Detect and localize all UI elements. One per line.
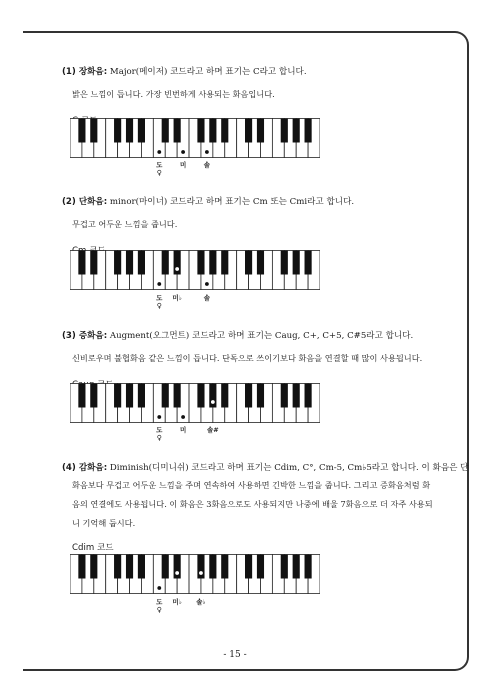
black-key — [305, 119, 312, 143]
black-key — [138, 251, 145, 275]
note-labels-cm — [70, 293, 320, 315]
note-label: 미 — [179, 161, 187, 169]
note-dot — [157, 282, 161, 286]
note-dot — [199, 571, 203, 575]
section-description: 신비로우며 불협화음 같은 느낌이 듭니다. 단독으로 쓰이기보다 화음을 연결할 때 많이 사용됩니다. — [72, 353, 423, 363]
black-key — [257, 119, 264, 143]
note-labels-c — [70, 160, 320, 182]
black-key — [90, 384, 97, 408]
description-line: 니 기억해 둡시다. — [72, 518, 136, 528]
note-label: 도 — [156, 598, 163, 606]
note-dot — [205, 150, 209, 154]
note-label: 도 — [156, 161, 163, 169]
note-dot — [205, 282, 209, 286]
middle-c-mark: ♀ — [156, 302, 162, 310]
black-key — [209, 251, 216, 275]
black-key — [78, 251, 85, 275]
black-key — [126, 251, 133, 275]
note-dot — [211, 400, 215, 404]
note-label: 미♭ — [172, 294, 182, 302]
section-heading: (2) 단화음: minor(마이너) 코드라고 하며 표기는 Cm 또는 Cmi라고 합니다. — [62, 197, 355, 207]
black-key — [114, 251, 121, 275]
note-label: 미♭ — [172, 598, 182, 606]
black-key — [221, 119, 228, 143]
note-label: 솔 — [203, 161, 211, 169]
black-key — [281, 555, 288, 579]
piano-keyboard-c — [70, 118, 320, 158]
note-labels-caug — [70, 425, 320, 447]
piano-keyboard-cm — [70, 250, 320, 290]
black-key — [257, 384, 264, 408]
black-key — [162, 251, 169, 275]
black-key — [90, 119, 97, 143]
black-key — [257, 555, 264, 579]
black-key — [293, 555, 300, 579]
black-key — [90, 251, 97, 275]
black-key — [174, 555, 181, 579]
description-line: 음의 연결에도 사용됩니다. 이 화음은 3화음으로도 사용되지만 나중에 배울 7화음으로 더 자주 사용되 — [72, 499, 433, 509]
black-key — [174, 119, 181, 143]
black-key — [138, 384, 145, 408]
black-key — [126, 119, 133, 143]
chord-label: Cdim 코드 — [72, 543, 114, 553]
middle-c-mark: ♀ — [156, 169, 162, 177]
section-description: 밝은 느낌이 듭니다. 가장 빈번하게 사용되는 화음입니다. — [72, 89, 275, 99]
description-line: 화음보다 무겁고 어두운 느낌을 주며 연속하여 사용하면 긴박한 느낌을 줍니다. 그리고 증화음처럼 화 — [72, 480, 431, 490]
section-description: 무겁고 어두운 느낌을 줍니다. — [72, 219, 178, 229]
black-key — [162, 555, 169, 579]
note-label: 솔# — [206, 426, 219, 434]
black-key — [126, 555, 133, 579]
black-key — [245, 555, 252, 579]
note-dot — [181, 415, 185, 419]
black-key — [138, 555, 145, 579]
note-label: 솔♭ — [196, 598, 206, 606]
section-diminish — [62, 462, 469, 553]
black-key — [126, 384, 133, 408]
note-dot — [157, 586, 161, 590]
note-label: 도 — [156, 294, 163, 302]
black-key — [78, 384, 85, 408]
note-dot — [157, 415, 161, 419]
black-key — [114, 384, 121, 408]
section-heading: (4) 감화음: Diminish(디미니쉬) 코드라고 하며 표기는 Cdim, C°, Cm-5, Cm♭5라고 합니다. 이 화음은 단 — [62, 463, 469, 473]
black-key — [245, 119, 252, 143]
note-dot — [175, 267, 179, 271]
note-labels-cdim — [70, 597, 320, 619]
black-key — [305, 251, 312, 275]
black-key — [197, 119, 204, 143]
black-key — [197, 251, 204, 275]
black-key — [293, 119, 300, 143]
black-key — [174, 384, 181, 408]
black-key — [221, 384, 228, 408]
page-number: - 15 - — [223, 650, 247, 660]
black-key — [281, 251, 288, 275]
black-key — [197, 384, 204, 408]
section-heading: (1) 장화음: Major(메이저) 코드라고 하며 표기는 C라고 합니다. — [62, 67, 307, 77]
piano-keyboard-cdim — [70, 554, 320, 594]
piano-keyboard-caug — [70, 383, 320, 423]
note-dot — [157, 150, 161, 154]
black-key — [209, 119, 216, 143]
black-key — [209, 555, 216, 579]
note-label: 미 — [179, 426, 187, 434]
black-key — [281, 384, 288, 408]
black-key — [138, 119, 145, 143]
black-key — [245, 251, 252, 275]
section-minor — [62, 196, 442, 256]
note-label: 솔 — [203, 294, 211, 302]
black-key — [114, 119, 121, 143]
black-key — [305, 384, 312, 408]
black-key — [197, 555, 204, 579]
middle-c-mark: ♀ — [156, 434, 162, 442]
note-label: 도 — [156, 426, 163, 434]
note-dot — [181, 150, 185, 154]
black-key — [293, 251, 300, 275]
middle-c-mark: ♀ — [156, 606, 162, 614]
black-key — [162, 119, 169, 143]
black-key — [221, 251, 228, 275]
black-key — [257, 251, 264, 275]
black-key — [221, 555, 228, 579]
section-description — [72, 476, 442, 533]
note-dot — [175, 571, 179, 575]
section-major — [62, 66, 442, 126]
section-augment — [62, 330, 442, 390]
black-key — [281, 119, 288, 143]
black-key — [114, 555, 121, 579]
black-key — [78, 555, 85, 579]
black-key — [90, 555, 97, 579]
black-key — [245, 384, 252, 408]
black-key — [78, 119, 85, 143]
black-key — [162, 384, 169, 408]
black-key — [293, 384, 300, 408]
black-key — [305, 555, 312, 579]
section-heading: (3) 증화음: Augment(오그먼트) 코드라고 하며 표기는 Caug, C+, C+5, C#5라고 합니다. — [62, 331, 414, 341]
